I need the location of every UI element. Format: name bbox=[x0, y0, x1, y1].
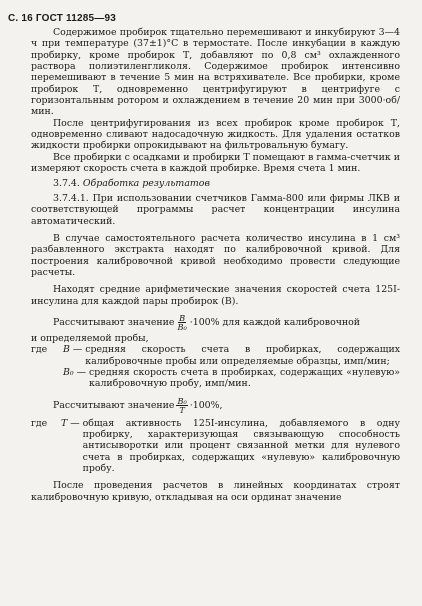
paragraph-incubation: Содержимое пробирок тщательно перемешивают и инкубируют 3—4 ч при температуре (37±1)°С в термостате. После инкубации в каждую пробирку, кроме пробирок Т, добавляют по 0,8 см³ охлажденного раствора полиэтиленгликоля. Содержимое пробирок интенсивно перемешивают в течение 5 мин на встряхивателе. Все пробирки, кроме пробирок Т, одновременно центрифугируют в центрифуге с горизонтальным ротором и охлаждением в течение 20 мин при 3000·об/мин. bbox=[31, 27, 400, 118]
paragraph-determined-sample: и определяемой пробы, bbox=[31, 332, 149, 344]
fraction-denominator: B₀ bbox=[177, 322, 187, 333]
formula-b-ratio-prefix: Рассчитывают значение bbox=[53, 317, 175, 329]
formula-b0-ratio-prefix: Рассчитывают значение bbox=[53, 400, 175, 412]
running-head: С. 16 ГОСТ 11285—93 bbox=[8, 13, 117, 24]
definition-list-t bbox=[31, 418, 400, 475]
definition-lead-where: где bbox=[31, 344, 48, 356]
paragraph-manual-calculation: В случае самостоятельного расчета количество инсулина в 1 см³ разбавленного экстракта находят по калибровочной кривой. Для построения калибровочной кривой необходимо провести следующие расчеты. bbox=[31, 232, 400, 278]
fraction-b0-over-t bbox=[176, 397, 187, 415]
definition-symbol-t: T — bbox=[61, 417, 80, 429]
paragraph-gamma-counter: Все пробирки с осадками и пробирки Т помещают в гамма-счетчик и измеряют скорость счета в каждой пробирке. Время счета 1 мин. bbox=[31, 151, 400, 175]
fraction-denominator: T bbox=[179, 405, 185, 416]
section-number: 3.7.4. bbox=[53, 178, 80, 190]
fraction-numerator: B bbox=[179, 312, 186, 323]
section-title: Обработка результатов bbox=[82, 178, 210, 190]
definition-text-b: средняя скорость счета в пробирках, содержащих калибровочные пробы или определяемые образцы, имп/мин; bbox=[85, 344, 400, 367]
definition-list-b bbox=[31, 344, 400, 389]
definition-symbol-b0: B₀ — bbox=[63, 366, 87, 378]
definition-b bbox=[31, 344, 400, 367]
definition-t bbox=[31, 418, 400, 475]
definition-lead-where: где bbox=[31, 417, 48, 429]
paragraph-centrifugation: После центрифугирования из всех пробирок кроме пробирок Т, одновременно сливают надосадочную жидкость. Для удаления остатков жидкости пробирки опрокидывают на фильтровальную бумагу. bbox=[31, 117, 400, 152]
formula-b0-ratio-suffix: ·100%, bbox=[189, 400, 223, 412]
formula-b0-ratio bbox=[31, 396, 400, 416]
paragraph-calibration-curve: После проведения расчетов в линейных координатах строят калибровочную кривую, откладывая на оси ординат значение bbox=[31, 480, 400, 503]
definition-symbol-b: B — bbox=[63, 344, 83, 356]
definition-text-t: общая активность 125I-инсулина, добавляемого в одну пробирку, характеризующая связывающую способность антисыворотки или процент связанной метки для нулевого счета в пробирках, содержащих «нулевую» калибровочную пробу. bbox=[82, 417, 400, 474]
formula-b-ratio bbox=[31, 313, 400, 333]
definition-text-b0: средняя скорость счета в пробирках, содержащих «нулевую» калибровочную пробу, имп/мин. bbox=[89, 366, 400, 390]
definition-b0 bbox=[31, 367, 400, 390]
fraction-numerator: B₀ bbox=[177, 395, 187, 406]
fraction-b-over-b0 bbox=[176, 314, 187, 332]
section-heading bbox=[31, 178, 400, 189]
paragraph-mean-values: Находят средние арифметические значения скоростей счета 125I-инсулина для каждой пары пробирок (B). bbox=[31, 284, 400, 307]
formula-b-ratio-suffix: ·100% для каждой калибровочной bbox=[189, 317, 361, 329]
paragraph-automatic-calculation: 3.7.4.1. При использовании счетчиков Гамма-800 или фирмы ЛКВ и соответствующей программы расчет концентрации инсулина автоматический. bbox=[31, 192, 400, 227]
